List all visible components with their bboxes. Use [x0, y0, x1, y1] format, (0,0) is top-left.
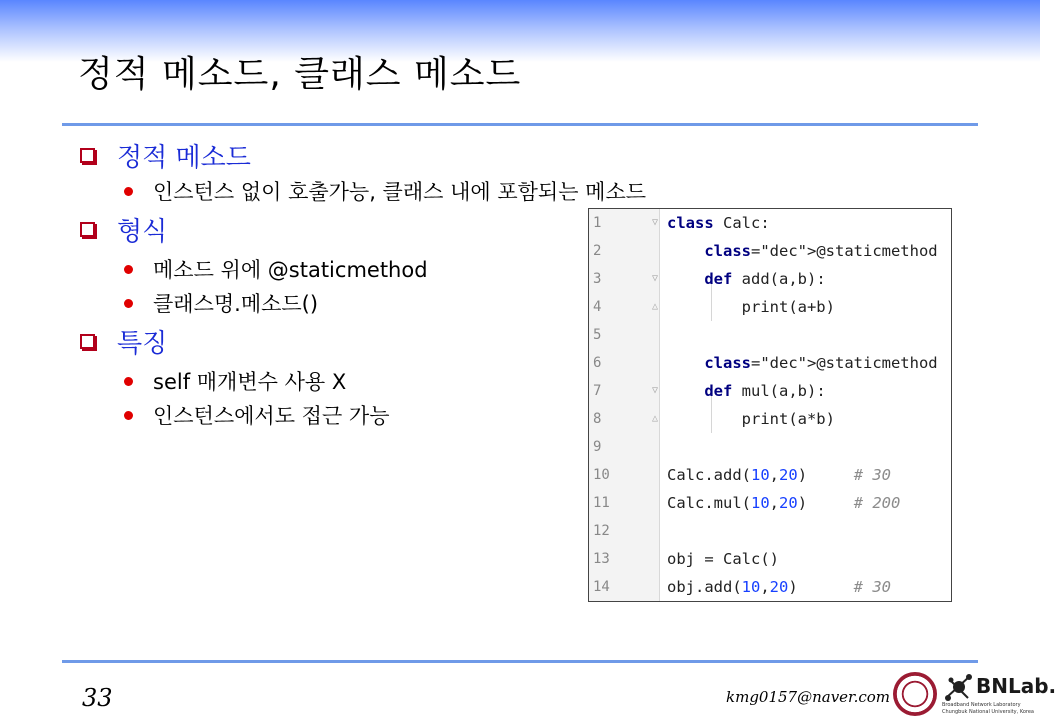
fold-marker-icon: ▽	[652, 217, 659, 228]
network-node-icon	[942, 670, 976, 704]
code-text: Calc.add(10,20) # 30	[667, 466, 892, 484]
line-number: 8	[593, 411, 602, 427]
code-text: obj.add(10,20) # 30	[667, 578, 891, 596]
checkbox-bullet-icon	[80, 222, 95, 237]
code-line	[589, 237, 951, 265]
code-text: def add(a,b):	[704, 270, 826, 288]
code-text: class Calc:	[667, 214, 770, 232]
bullet-item	[124, 400, 390, 430]
code-line	[589, 265, 951, 293]
code-text: print(a+b)	[667, 298, 835, 316]
section-heading-text: 형식	[117, 217, 168, 247]
author-email: kmg0157@naver.com	[726, 688, 890, 706]
code-snippet-panel	[588, 208, 952, 602]
top-divider	[62, 123, 978, 126]
code-text: def mul(a,b):	[704, 382, 826, 400]
code-text: print(a*b)	[667, 410, 835, 428]
bullet-text: 클래스명.메소드()	[153, 292, 319, 316]
page-number: 33	[82, 684, 113, 712]
bullet-text: 인스턴스에서도 접근 가능	[153, 404, 390, 428]
line-number: 1	[593, 215, 602, 231]
line-number: 12	[593, 523, 610, 539]
code-line	[589, 461, 951, 489]
bullet-item	[124, 366, 346, 396]
bullet-item	[124, 176, 646, 206]
code-text: Calc.mul(10,20) # 200	[667, 494, 901, 512]
code-line	[589, 489, 951, 517]
line-number: 13	[593, 551, 610, 567]
section-heading-format	[78, 211, 167, 248]
code-text: class="dec">@staticmethod	[704, 242, 938, 260]
bullet-text: 메소드 위에 @staticmethod	[153, 258, 428, 282]
section-heading-features	[78, 323, 167, 360]
code-line	[589, 293, 951, 321]
bullet-text: self 매개변수 사용 X	[153, 370, 347, 394]
code-line	[589, 321, 951, 349]
line-number: 9	[593, 439, 602, 455]
logo-subtitle: Chungbuk National University, Korea	[942, 709, 1034, 715]
section-heading-static-method	[78, 137, 251, 174]
line-number: 10	[593, 467, 610, 483]
red-dot-icon	[124, 187, 133, 196]
university-seal-logo	[893, 672, 937, 716]
logo-text: BNLab.	[976, 674, 1056, 698]
fold-marker-icon: ▽	[652, 273, 659, 284]
bullet-item	[124, 288, 318, 318]
slide-title: 정적 메소드, 클래스 메소드	[78, 54, 522, 95]
checkbox-bullet-icon	[80, 148, 95, 163]
code-line	[589, 209, 951, 237]
line-number: 5	[593, 327, 602, 343]
line-number: 3	[593, 271, 602, 287]
code-text: class="dec">@staticmethod	[704, 354, 938, 372]
bullet-item	[124, 254, 428, 284]
red-dot-icon	[124, 411, 133, 420]
code-text: obj = Calc()	[667, 550, 779, 568]
checkbox-bullet-icon	[80, 334, 95, 349]
line-number: 4	[593, 299, 602, 315]
section-heading-text: 특징	[117, 329, 168, 359]
section-heading-text: 정적 메소드	[117, 143, 251, 173]
bottom-divider	[62, 660, 978, 663]
line-number: 14	[593, 579, 610, 595]
line-number: 7	[593, 383, 602, 399]
red-dot-icon	[124, 265, 133, 274]
code-line	[589, 433, 951, 461]
code-line	[589, 349, 951, 377]
bullet-text: 인스턴스 없이 호출가능, 클래스 내에 포함되는 메소드	[153, 180, 647, 204]
code-line	[589, 573, 951, 601]
line-number: 11	[593, 495, 610, 511]
line-number: 2	[593, 243, 602, 259]
code-line	[589, 545, 951, 573]
red-dot-icon	[124, 299, 133, 308]
code-line	[589, 517, 951, 545]
bnlab-logo	[940, 668, 1056, 718]
code-line	[589, 377, 951, 405]
fold-marker-icon: △	[652, 413, 659, 424]
line-number: 6	[593, 355, 602, 371]
red-dot-icon	[124, 377, 133, 386]
code-line	[589, 405, 951, 433]
fold-marker-icon: △	[652, 301, 659, 312]
logo-subtitle: Broadband Network Laboratory	[942, 702, 1021, 708]
fold-marker-icon: ▽	[652, 385, 659, 396]
